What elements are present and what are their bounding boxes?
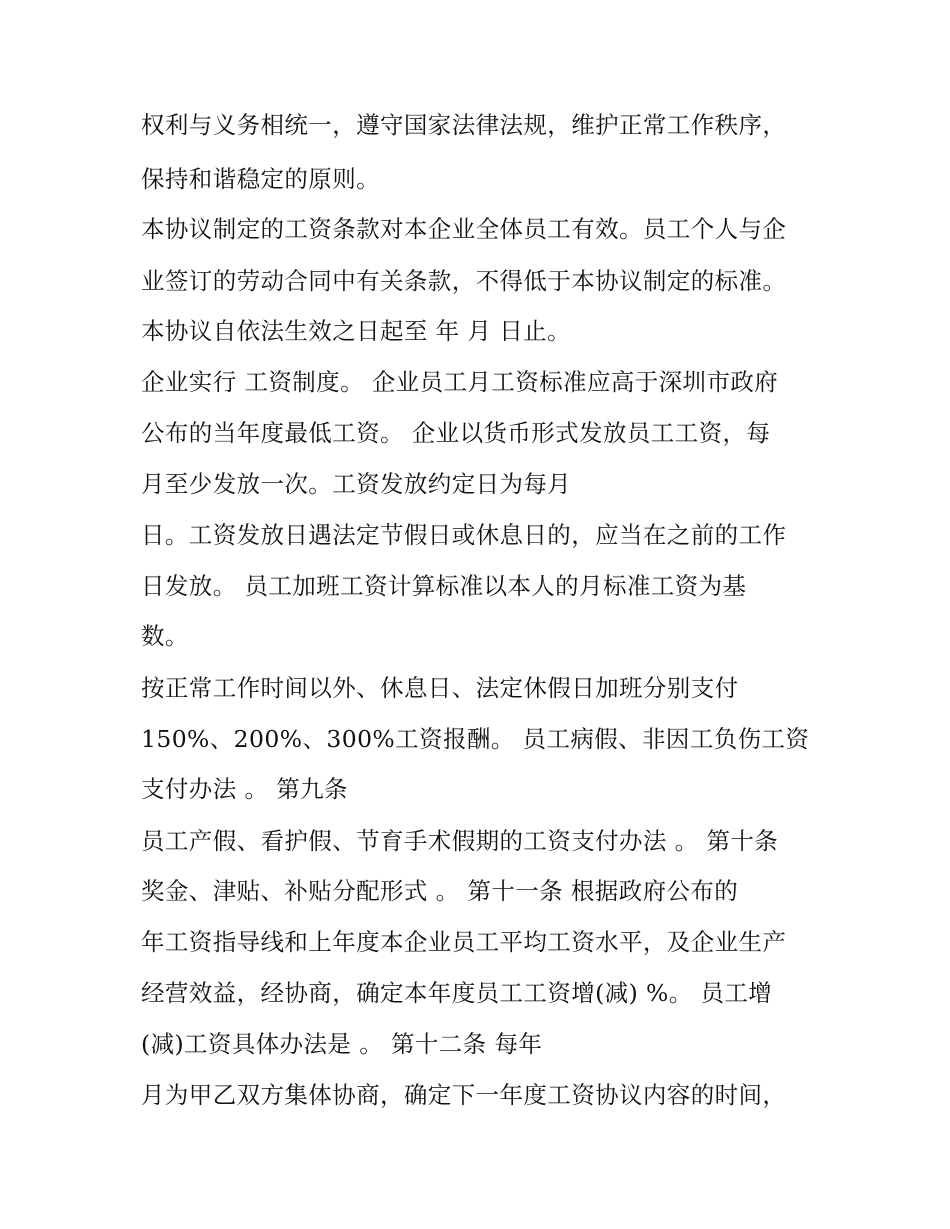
text-line: 按正常工作时间以外、休息日、法定休假日加班分别支付 [141, 674, 739, 702]
text-line: (减)工资具体办法是 。 第十二条 每年 [141, 1030, 543, 1058]
text-line: 本协议自依法生效之日起至 年 月 日止。 [141, 317, 571, 345]
text-line: 公布的当年度最低工资。 企业以货币形式发放员工工资，每 [141, 419, 771, 447]
text-line: 日发放。 员工加班工资计算标准以本人的月标准工资为基 [141, 572, 747, 600]
text-line: 奖金、津贴、补贴分配形式 。 第十一条 根据政府公布的 [141, 877, 739, 905]
text-line: 数。 [141, 622, 189, 650]
text-line: 月为甲乙双方集体协商，确定下一年度工资协议内容的时间， [141, 1081, 787, 1109]
text-line: 支付办法 。 第九条 [141, 775, 348, 803]
text-line: 业签订的劳动合同中有关条款，不得低于本协议制定的标准。 [141, 267, 787, 295]
text-line: 企业实行 工资制度。 企业员工月工资标准应高于深圳市政府 [141, 368, 779, 396]
text-line: 权利与义务相统一，遵守国家法律法规，维护正常工作秩序， [141, 111, 787, 139]
text-line: 员工产假、看护假、节育手术假期的工资支付办法 。 第十条 [141, 827, 779, 855]
text-line: 日。工资发放日遇法定节假日或休息日的，应当在之前的工作 [141, 521, 787, 549]
text-line: 月至少发放一次。工资发放约定日为每月 [141, 470, 572, 498]
text-line: 保持和谐稳定的原则。 [141, 165, 380, 193]
text-line: 150%、200%、300%工资报酬。 员工病假、非因工负伤工资 [141, 725, 810, 753]
text-line: 年工资指导线和上年度本企业员工平均工资水平，及企业生产 [141, 928, 787, 956]
text-line: 本协议制定的工资条款对本企业全体员工有效。员工个人与企 [141, 215, 787, 243]
text-line: 经营效益，经协商，确定本年度员工工资增(减) %。 员工增 [141, 979, 773, 1007]
